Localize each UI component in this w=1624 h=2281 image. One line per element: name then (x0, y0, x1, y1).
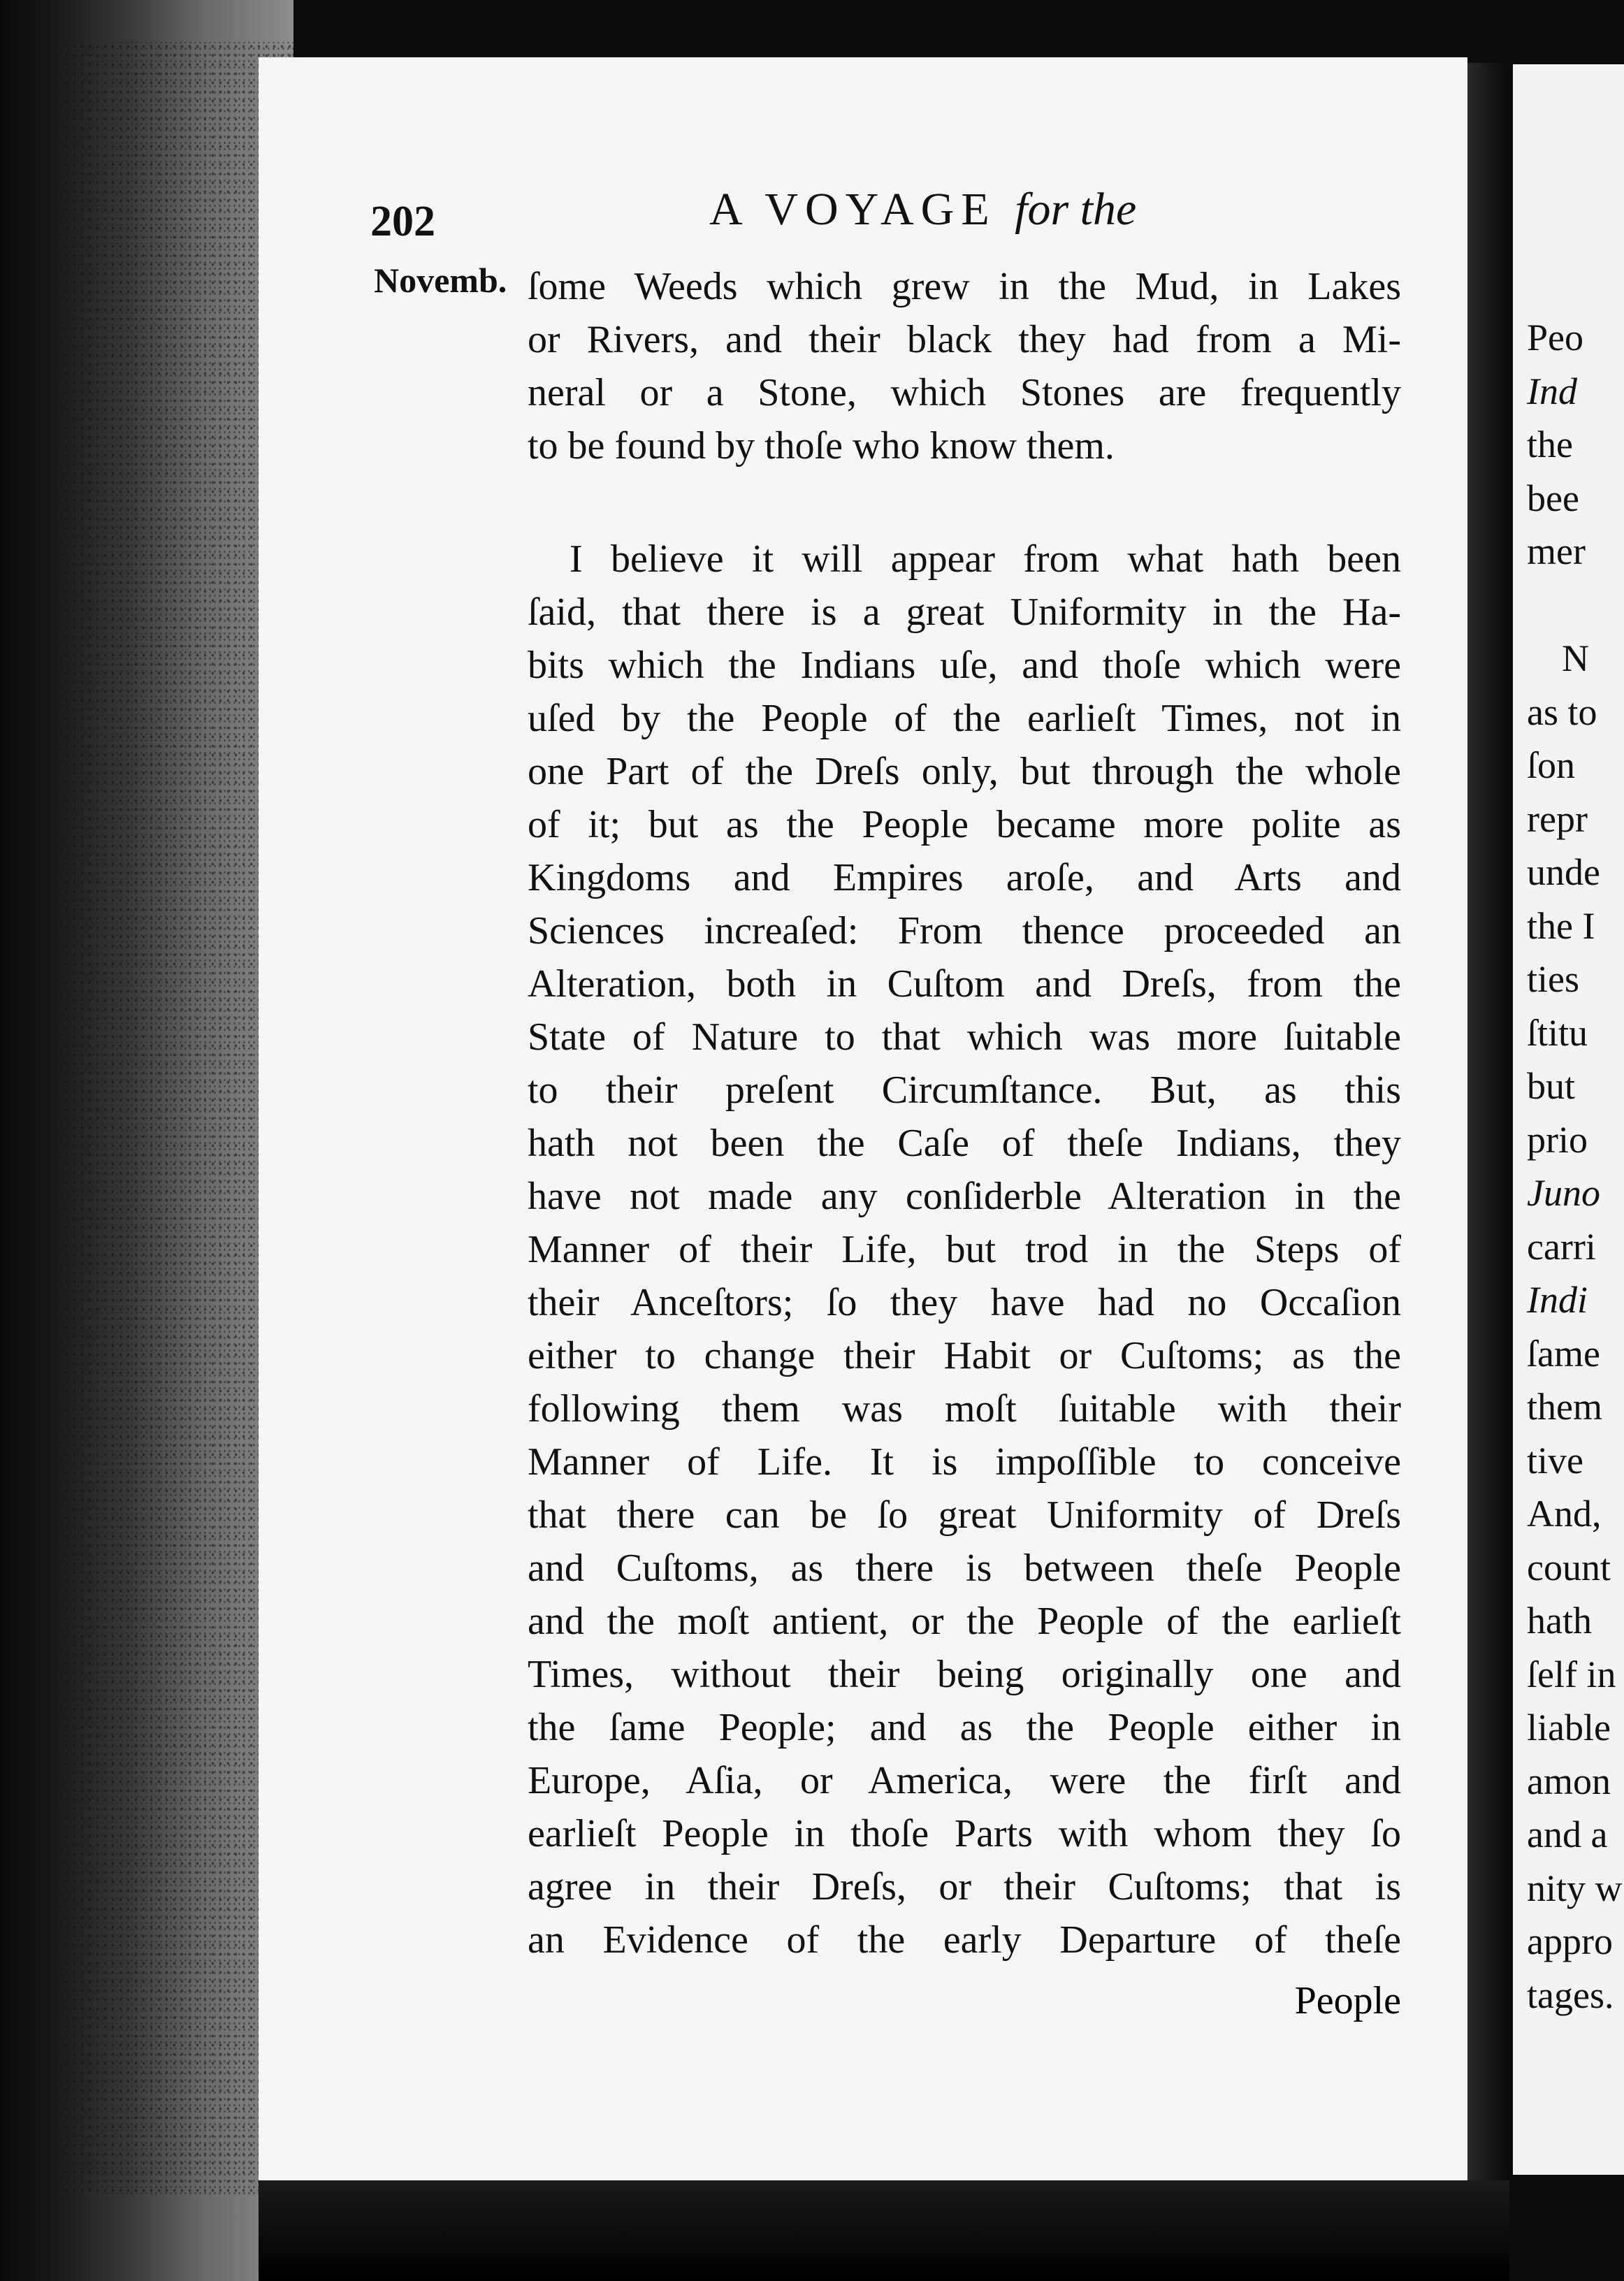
facing-line: bee (1527, 477, 1579, 519)
text-line: bits which the Indians uſe, and thoſe which were (528, 644, 1401, 687)
text-line: their Anceſtors; ſo they have had no Occaſion (528, 1281, 1401, 1324)
facing-line: And, (1527, 1493, 1602, 1535)
text-line: or Rivers, and their black they had from a Mi- (528, 318, 1401, 361)
facing-line: unde (1527, 851, 1600, 893)
text-line: the ſame People; and as the People either in (528, 1706, 1401, 1749)
text-line: have not made any conſiderble Alteration in the (528, 1175, 1401, 1218)
facing-line: tive (1527, 1439, 1583, 1482)
paragraph-1 (528, 260, 1401, 472)
text-line: Kingdoms and Empires aroſe, and Arts and (528, 856, 1401, 899)
facing-line: N (1562, 637, 1589, 679)
facing-line: but (1527, 1065, 1576, 1107)
text-line: to their preſent Circumſtance. But, as this (528, 1069, 1401, 1112)
facing-line: tages. (1527, 1974, 1614, 2016)
text-line: uſed by the People of the earlieſt Times, not in (528, 697, 1401, 740)
text-line: ſome Weeds which grew in the Mud, in Lakes (528, 265, 1401, 308)
text-line: I believe it will appear from what hath been (570, 537, 1401, 581)
facing-line: ſame (1527, 1332, 1600, 1375)
facing-line: ties (1527, 958, 1579, 1000)
text-line: hath not been the Caſe of theſe Indians, they (528, 1122, 1401, 1165)
facing-line: Peo (1527, 317, 1583, 359)
facing-line: Ind (1527, 370, 1577, 412)
running-title (709, 183, 1136, 236)
facing-page-text (1527, 311, 1624, 2022)
text-line: neral or a Stone, which Stones are frequently (528, 371, 1401, 414)
facing-line: nity w (1527, 1867, 1623, 1909)
text-line: State of Nature to that which was more ſuitable (528, 1015, 1401, 1059)
facing-line (1527, 579, 1624, 632)
facing-line: the (1527, 423, 1573, 465)
facing-line: as to (1527, 690, 1597, 733)
text-line: Manner of their Life, but trod in the Steps of (528, 1228, 1401, 1271)
facing-line: mer (1527, 530, 1586, 572)
catchword: People (1294, 1979, 1401, 2022)
facing-line: liable (1527, 1707, 1611, 1748)
page-bottom-shadow (259, 2180, 1509, 2281)
text-line: following them was moſt ſuitable with their (528, 1387, 1401, 1431)
facing-line: and a (1527, 1813, 1608, 1855)
catchword-container (528, 1974, 1401, 2027)
facing-line: the I (1527, 904, 1595, 947)
text-line: Alteration, both in Cuſtom and Dreſs, from the (528, 962, 1401, 1006)
facing-line: prio (1527, 1118, 1588, 1161)
facing-line: appro (1527, 1920, 1613, 1962)
facing-line: repr (1527, 797, 1588, 840)
book-gutter (1467, 63, 1509, 2187)
text-line: agree in their Dreſs, or their Cuſtoms; that is (528, 1865, 1401, 1909)
facing-line: them (1527, 1386, 1602, 1428)
text-line: to be found by thoſe who know them. (528, 424, 1115, 468)
text-line: and the moſt antient, or the People of the earlieſt (528, 1600, 1401, 1643)
text-line: earlieſt People in thoſe Parts with whom they ſo (528, 1812, 1401, 1855)
text-line: Sciences increaſed: From thence proceeded an (528, 909, 1401, 953)
text-line: one Part of the Dreſs only, but through the whole (528, 750, 1401, 793)
facing-line: Indi (1527, 1279, 1588, 1321)
text-line: Manner of Life. It is impoſſible to conceive (528, 1440, 1401, 1484)
text-line: and Cuſtoms, as there is between theſe People (528, 1547, 1401, 1590)
paragraph-2 (528, 533, 1401, 1967)
text-line: Times, without their being originally one and (528, 1653, 1401, 1696)
facing-line: count (1527, 1546, 1611, 1588)
text-line: an Evidence of the early Departure of theſe (528, 1918, 1401, 1962)
page-number: 202 (370, 198, 435, 245)
margin-note: Novemb. (374, 261, 507, 300)
facing-line: ſtitu (1527, 1011, 1588, 1054)
facing-line: ſelf in (1527, 1653, 1616, 1695)
running-title-italic: for the (1015, 184, 1137, 235)
text-line: Europe, Aſia, or America, were the firſt and (528, 1759, 1401, 1802)
facing-line: carri (1527, 1225, 1596, 1268)
running-title-main: A VOYAGE (709, 184, 996, 235)
text-line: of it; but as the People became more polite as (528, 803, 1401, 846)
facing-line: amon (1527, 1760, 1611, 1802)
facing-line: ſon (1527, 744, 1576, 786)
text-line: that there can be ſo great Uniformity of Dreſs (528, 1493, 1401, 1537)
facing-line: hath (1527, 1600, 1592, 1642)
facing-line: Juno (1527, 1172, 1600, 1214)
text-line: either to change their Habit or Cuſtoms; as the (528, 1334, 1401, 1377)
text-line: ſaid, that there is a great Uniformity in the Ha- (528, 591, 1401, 634)
